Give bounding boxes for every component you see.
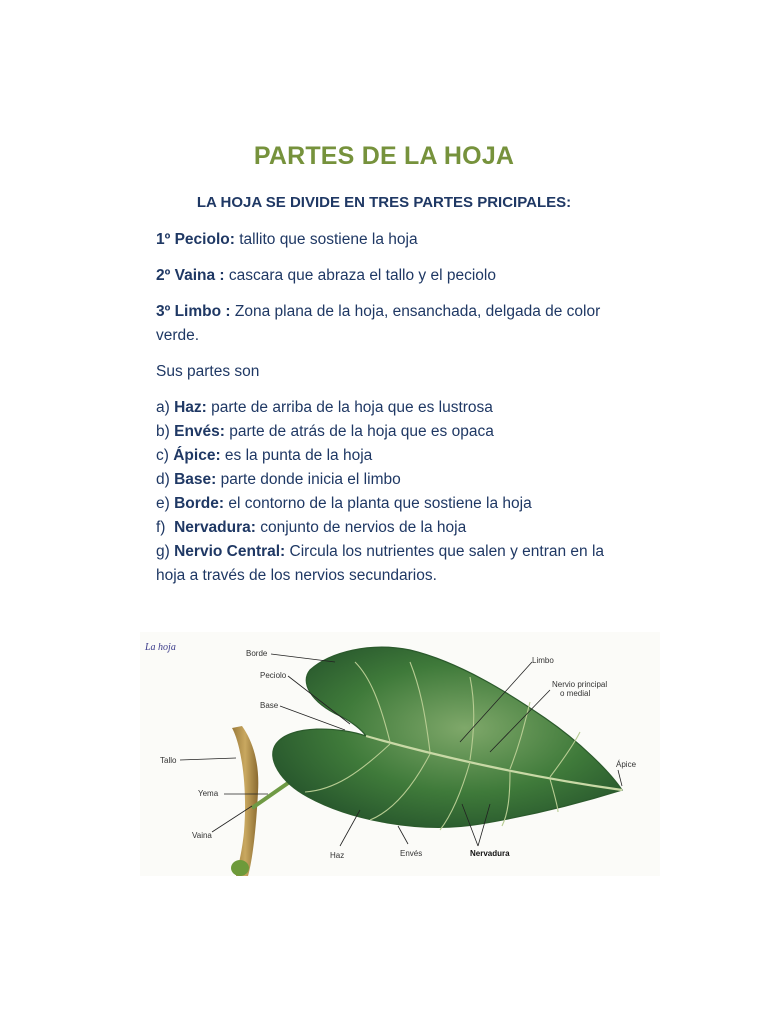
- list-definition: parte de arriba de la hoja que es lustrosa: [211, 399, 493, 416]
- list-term: Borde:: [174, 495, 225, 512]
- list-term: Haz:: [174, 399, 207, 416]
- list-definition: Circula los nutrientes que salen y entran en la hoja a través de los nervios secundarios.: [156, 543, 605, 584]
- list-term: Base:: [174, 471, 217, 488]
- page-subtitle: LA HOJA SE DIVIDE EN TRES PARTES PRICIPALES:: [196, 194, 572, 211]
- label-limbo: Limbo: [532, 656, 554, 665]
- label-nervio-principal: Nervio principal: [552, 680, 608, 689]
- main-part-peciolo: [156, 228, 636, 252]
- figure-title: La hoja: [145, 642, 176, 653]
- list-letter: d): [156, 471, 170, 488]
- list-item: [156, 492, 636, 516]
- label-tallo: Tallo: [160, 756, 177, 765]
- list-definition: parte de atrás de la hoja que es opaca: [229, 423, 494, 440]
- label-apice: Ápice: [616, 760, 637, 769]
- leader-line: [340, 810, 360, 846]
- label-vaina: Vaina: [192, 831, 212, 840]
- list-letter: e): [156, 495, 170, 512]
- label-haz: Haz: [330, 851, 345, 860]
- list-item: [156, 396, 636, 420]
- label-peciolo: Peciolo: [260, 671, 287, 680]
- list-item: [156, 540, 636, 588]
- leader-line: [618, 770, 622, 786]
- list-letter: f): [156, 519, 166, 536]
- leaf-blade-shape: [273, 647, 622, 827]
- main-part-sep: :: [215, 267, 225, 284]
- leaf-diagram-svg: [140, 632, 660, 876]
- list-item: [156, 468, 636, 492]
- leader-line: [180, 758, 236, 760]
- label-base: Base: [260, 701, 279, 710]
- list-definition: es la punta de la hoja: [224, 447, 373, 464]
- stem-shape: [232, 726, 258, 876]
- label-enves: Envés: [400, 849, 423, 858]
- label-nervio-medial: o medial: [560, 689, 591, 698]
- label-yema: Yema: [198, 789, 219, 798]
- main-part-term: 1º Peciolo: [156, 231, 230, 248]
- main-part-sep: :: [229, 231, 235, 248]
- page-title: PARTES DE LA HOJA: [253, 142, 515, 170]
- list-term: Nervio Central:: [174, 543, 286, 560]
- main-part-definition: tallito que sostiene la hoja: [234, 231, 418, 248]
- main-part-definition: cascara que abraza el tallo y el peciolo: [224, 267, 496, 284]
- leader-line: [271, 654, 335, 662]
- list-letter: a): [156, 399, 170, 416]
- list-definition: parte donde inicia el limbo: [220, 471, 401, 488]
- list-term: Ápice:: [173, 447, 221, 464]
- list-term: Envés:: [174, 423, 225, 440]
- list-definition: el contorno de la planta que sostiene la hoja: [228, 495, 532, 512]
- leader-line: [398, 826, 408, 844]
- list-item: [156, 444, 636, 468]
- bud-shape: [231, 860, 249, 876]
- main-part-limbo: [156, 300, 636, 348]
- main-part-term: 3º Limbo: [156, 303, 222, 320]
- list-item: [156, 516, 636, 540]
- intro-text: Sus partes son: [156, 363, 260, 380]
- list-letter: b): [156, 423, 170, 440]
- main-part-term: 2º Vaina: [156, 267, 216, 284]
- leaf-diagram: [140, 632, 660, 876]
- list-definition: conjunto de nervios de la hoja: [260, 519, 467, 536]
- list-letter: c): [156, 447, 169, 464]
- label-nervadura: Nervadura: [470, 849, 510, 858]
- list-item: [156, 420, 636, 444]
- sub-parts-list: [156, 396, 636, 588]
- main-part-definition: Zona plana de la hoja, ensanchada, delgada de color verde.: [156, 303, 601, 344]
- list-term: Nervadura:: [174, 519, 256, 536]
- list-letter: g): [156, 543, 170, 560]
- label-borde: Borde: [246, 649, 268, 658]
- main-part-vaina: [156, 264, 636, 288]
- main-part-sep: :: [221, 303, 231, 320]
